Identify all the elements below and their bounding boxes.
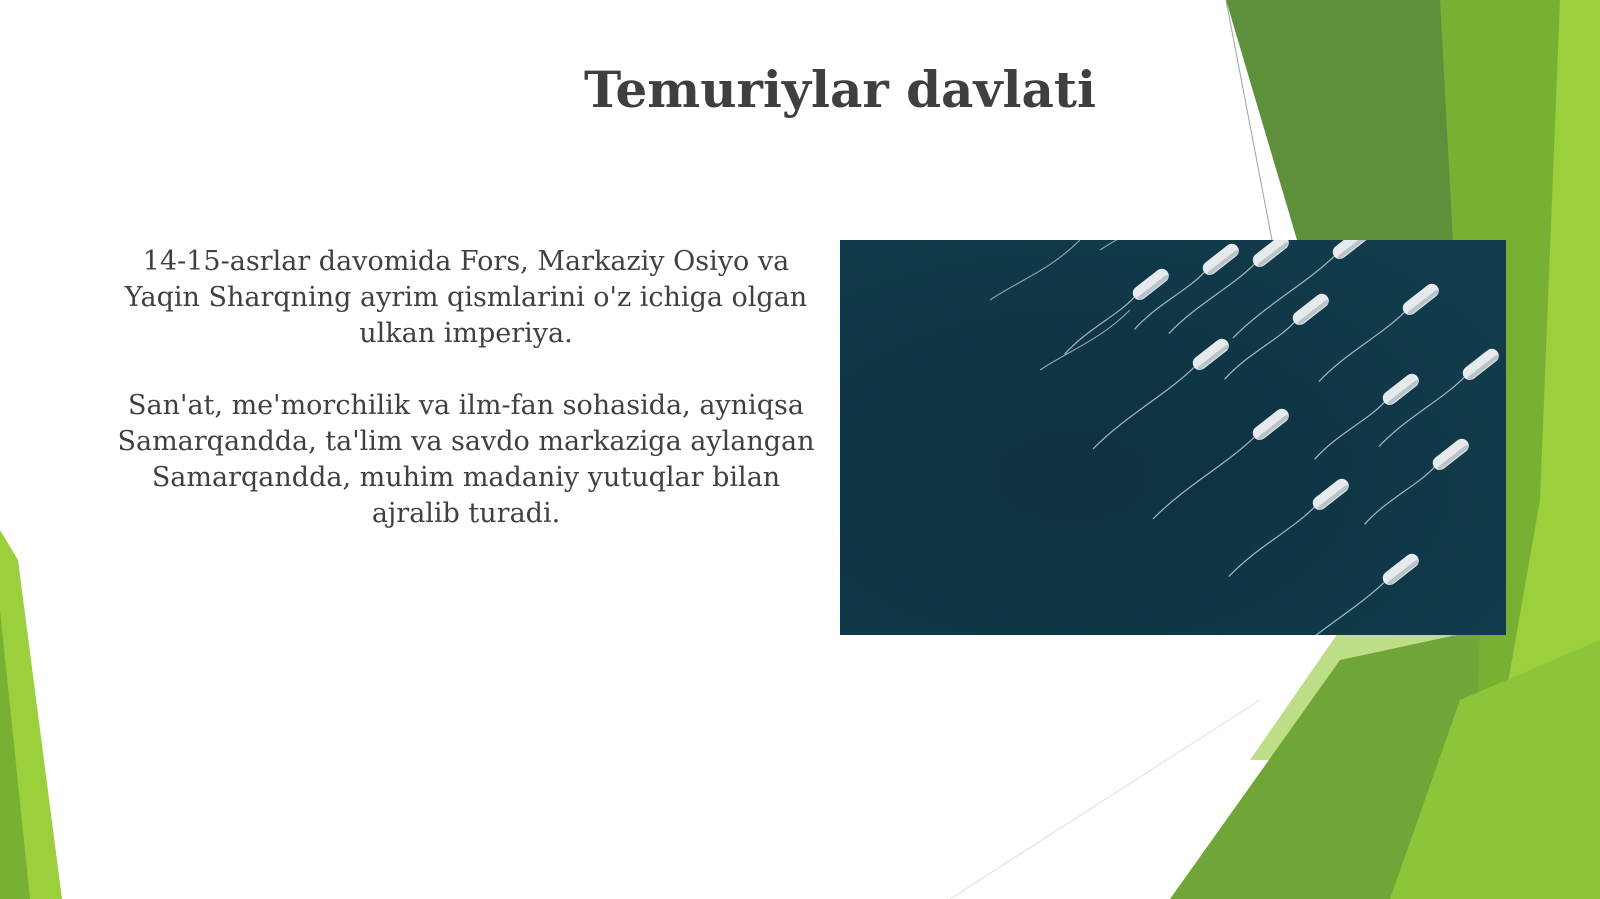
- body-text: [110, 244, 822, 568]
- paragraph-1: 14-15-asrlar davomida Fors, Markaziy Osiyo va Yaqin Sharqning ayrim qismlarini o'z ichiga olgan ulkan imperiya.: [124, 246, 808, 349]
- photo-tampons: [840, 240, 1506, 635]
- slide-title: Temuriylar davlati: [584, 60, 1096, 119]
- paragraph-2: San'at, me'morchilik va ilm-fan sohasida, ayniqsa Samarqandda, ta'lim va savdo markaziga aylangan Samarqandda, muhim madaniy yutuqlar bilan ajralib turadi.: [117, 390, 815, 529]
- tampons-icon: [840, 240, 1506, 635]
